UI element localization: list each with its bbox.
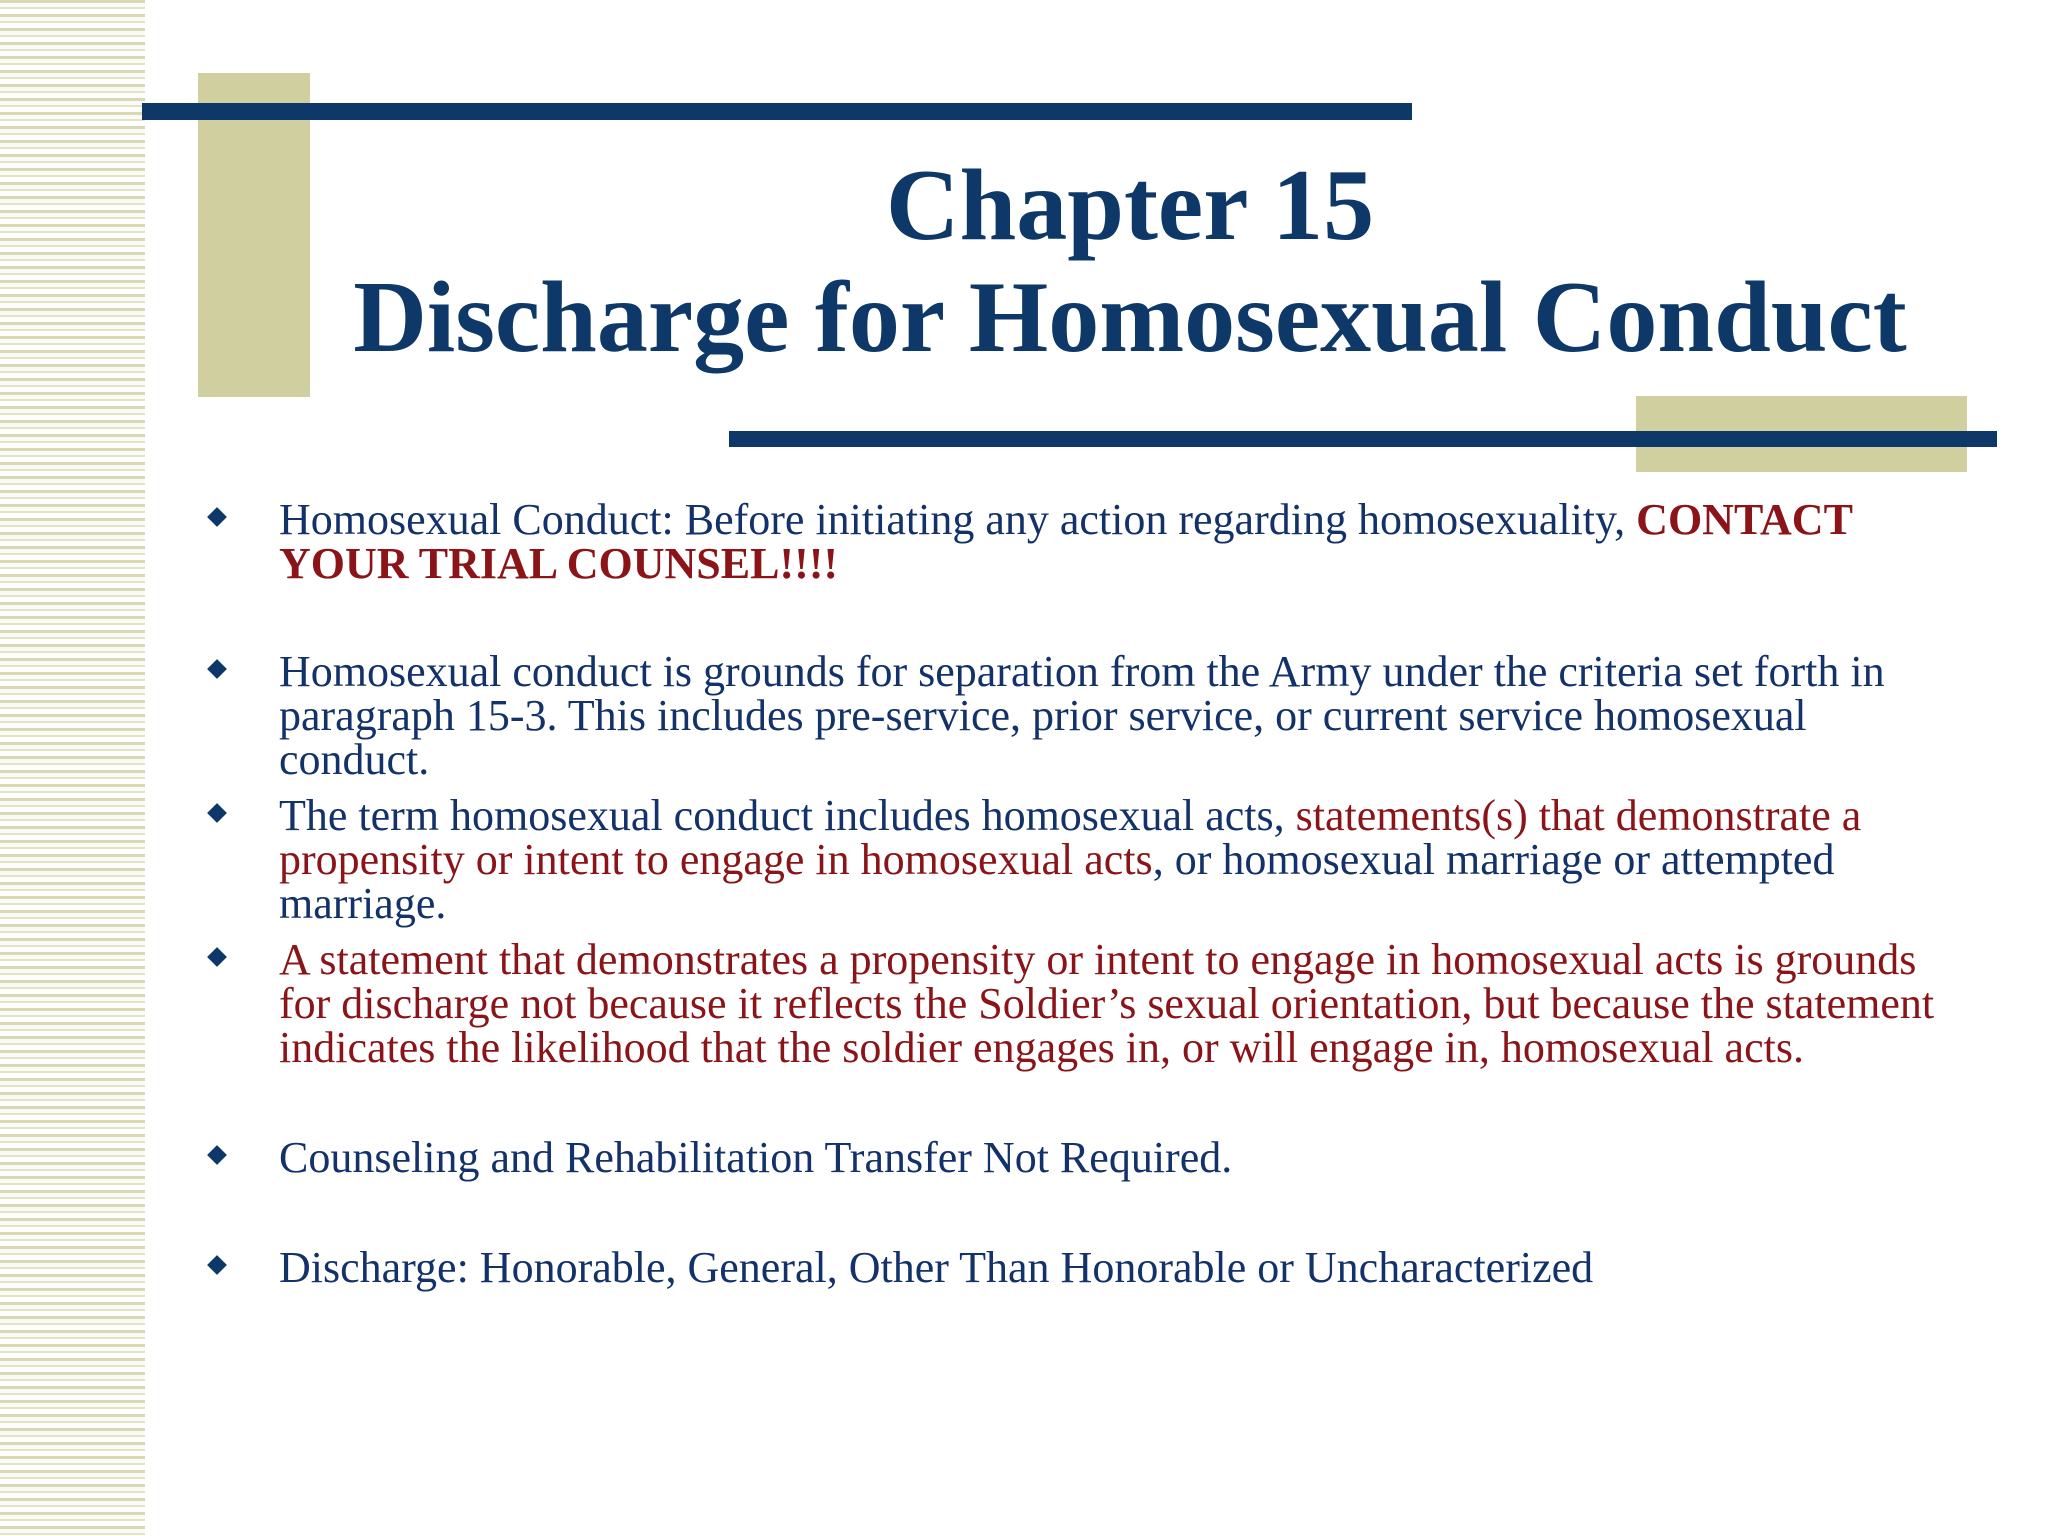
bullet-item-definition [200, 791, 1940, 928]
bullet-text-start: The term homosexual conduct includes homosexual acts, [279, 791, 1296, 840]
bullet-item-counseling [200, 1133, 1940, 1182]
bullet-text: Discharge: Honorable, General, Other Than Honorable or Uncharacterized [279, 1243, 1594, 1292]
diamond-bullet-icon [207, 1255, 227, 1275]
title-line-2: Discharge for Homosexual Conduct [353, 261, 1907, 374]
bullet-text-highlight: A statement that demonstrates a propensity or intent to engage in homosexual acts is grounds for discharge not because it reflects the Soldier’s sexual orientation, but because the statement indicates the likelihood that the soldier engages in, or will engage in, homosexual acts. [279, 935, 1935, 1072]
bullet-list [200, 495, 1940, 1292]
title-accent-block-left [198, 73, 310, 397]
diamond-bullet-icon [207, 507, 227, 527]
title-line-1: Chapter 15 [885, 149, 1375, 262]
diamond-bullet-icon [207, 947, 227, 967]
bullet-item-statement [200, 935, 1940, 1072]
bullet-emphasis: CONTACT YOUR TRIAL COUNSEL!!!! [279, 495, 1853, 588]
bullet-text: Homosexual Conduct: Before initiating any action regarding homosexuality, [279, 495, 1637, 544]
slide-title [310, 150, 1950, 374]
bullet-text: Homosexual conduct is grounds for separation from the Army under the criteria set forth in paragraph 15-3. This includes pre-service, prior service, or current service homosexual conduct. [279, 647, 1885, 784]
bullet-item-grounds [200, 647, 1940, 784]
diamond-bullet-icon [207, 1145, 227, 1165]
title-rule-bottom [729, 431, 1997, 447]
striped-sidebar [0, 0, 145, 1536]
bullet-text-highlight: statements(s) that demonstrate a propensity or intent to engage in homosexual acts [279, 791, 1862, 884]
title-rule-top [142, 103, 1412, 120]
bullet-text: Counseling and Rehabilitation Transfer Not Required. [279, 1133, 1233, 1182]
bullet-text-end: , or homosexual marriage or attempted marriage. [279, 835, 1835, 928]
diamond-bullet-icon [207, 803, 227, 823]
bullet-item-discharge [200, 1243, 1940, 1292]
diamond-bullet-icon [207, 659, 227, 679]
bullet-item-contact-counsel [200, 495, 1940, 588]
